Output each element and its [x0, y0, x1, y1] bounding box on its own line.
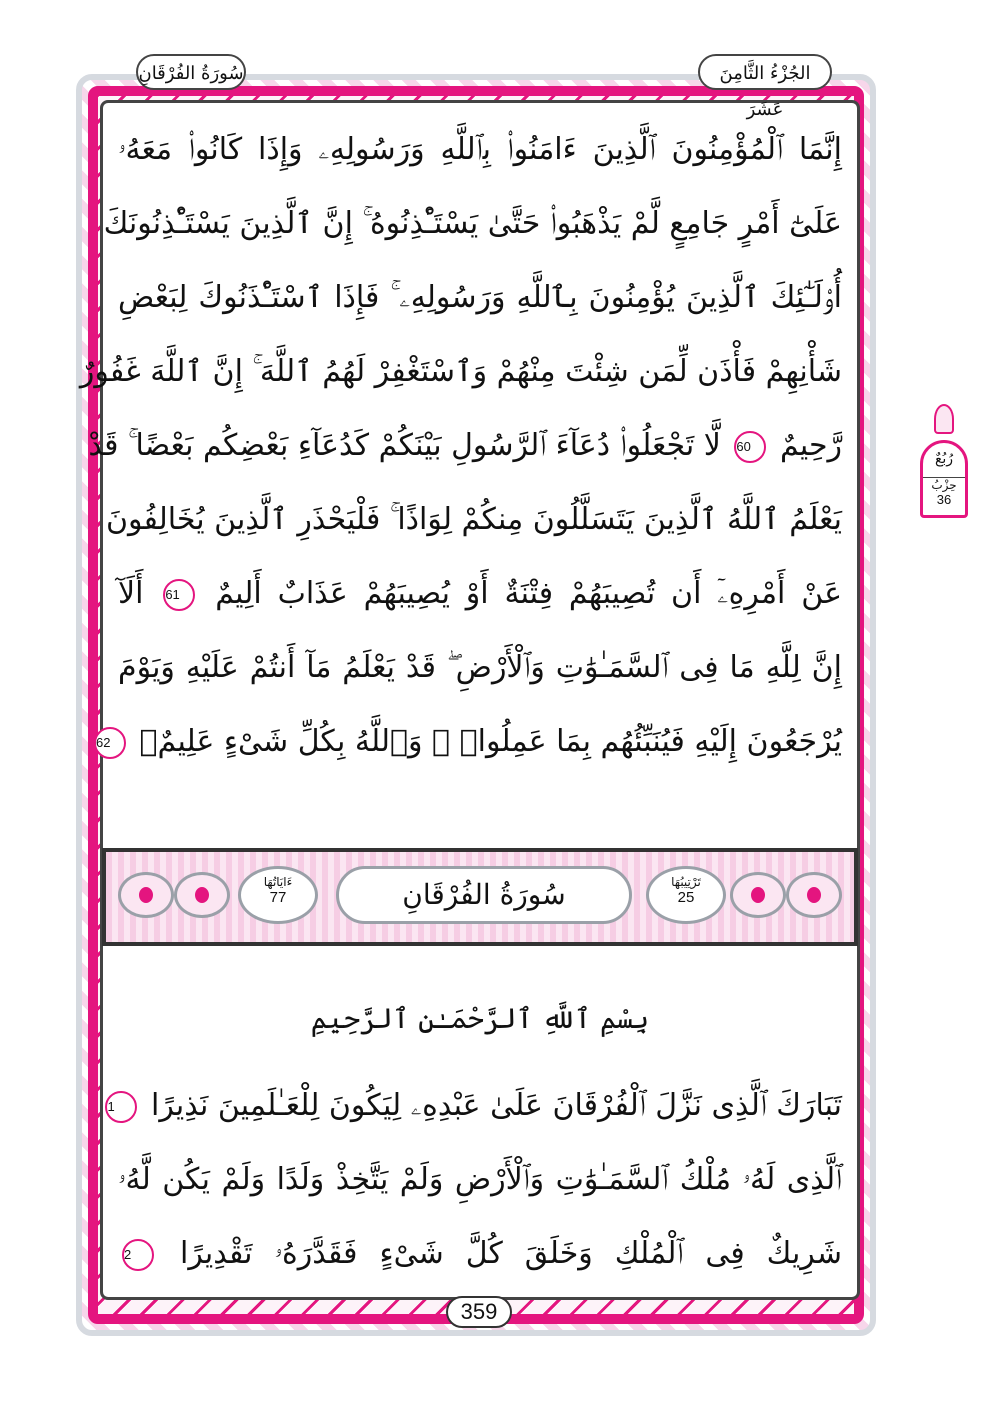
banner-ornament-icon	[118, 872, 174, 918]
ayah-line: يُرْجَعُونَ إِلَيْهِ فَيُنَبِّئُهُم بِمَا عَمِلُوا۟ ۗ وَٱللَّهُ بِكُلِّ شَىْءٍ عَلِيمٌۢ 62	[95, 724, 842, 759]
surah-title: سُورَةُ الفُرْقَانِ	[336, 866, 632, 924]
ayah-number-marker: 61	[163, 579, 195, 611]
ayah-number-marker: 1	[105, 1091, 137, 1123]
ayah-line: شَرِيكٌ فِى ٱلْمُلْكِ وَخَلَقَ كُلَّ شَىْءٍ فَقَدَّرَهُۥ تَقْدِيرًا 2	[124, 1236, 842, 1271]
side-ornament-icon	[934, 404, 954, 434]
ayah-line: إِنَّمَا ٱلْمُؤْمِنُونَ ٱلَّذِينَ ءَامَنُوا۟ بِٱللَّهِ وَرَسُولِهِۦ وَإِذَا كَانُوا۟ مَعَهُۥ	[118, 132, 842, 167]
page-number: 359	[446, 1296, 512, 1328]
verses-count-medal: ءَايَاتُهَا 77	[238, 866, 318, 924]
basmala: بِسْمِ ٱللَّهِ ٱلرَّحْمَـٰنِ ٱلرَّحِيمِ	[310, 1002, 650, 1035]
hizb-side-marker	[920, 440, 968, 518]
ayah-line: شَأْنِهِمْ فَأْذَن لِّمَن شِئْتَ مِنْهُمْ وَٱسْتَغْفِرْ لَهُمُ ٱللَّهَ ۚ إِنَّ ٱللَّهَ غَفُورٌ	[79, 354, 842, 389]
ayah-line: يَعْلَمُ ٱللَّهُ ٱلَّذِينَ يَتَسَلَّلُونَ مِنكُمْ لِوَاذًا ۚ فَلْيَحْذَرِ ٱلَّذِينَ يُخَالِفُونَ	[105, 502, 842, 537]
ayah-number-marker: 62	[94, 727, 126, 759]
hizb-number: 36	[936, 492, 952, 507]
ayah-line: ٱلَّذِى لَهُۥ مُلْكُ ٱلسَّمَـٰوَٰتِ وَٱلْأَرْضِ وَلَمْ يَتَّخِذْ وَلَدًا وَلَمْ يَكُن لَّهُۥ	[118, 1162, 842, 1197]
header-surah-name: سُورَةُ الفُرْقَانِ	[136, 54, 246, 90]
surah-order-medal: تَرْتِيبُهَا 25	[646, 866, 726, 924]
ayah-line: أُو۟لَـٰٓئِكَ ٱلَّذِينَ يُؤْمِنُونَ بِٱللَّهِ وَرَسُولِهِۦ ۚ فَإِذَا ٱسْتَـْٔذَنُوكَ لِبَعْضِ	[118, 280, 842, 315]
hizb-label: حِزْبُ	[923, 477, 965, 492]
rub-label: رُبُعٌ	[934, 451, 954, 467]
header-juz-name: الجُزْءُ الثَّامِنَ عَشَرَ	[698, 54, 832, 90]
banner-ornament-icon	[174, 872, 230, 918]
ayah-line: عَنْ أَمْرِهِۦٓ أَن تُصِيبَهُمْ فِتْنَةٌ أَوْ يُصِيبَهُمْ عَذَابٌ أَلِيمٌ 61 أَلَآ	[118, 576, 842, 611]
ayah-line: عَلَىٰٓ أَمْرٍ جَامِعٍ لَّمْ يَذْهَبُوا۟ حَتَّىٰ يَسْتَـْٔذِنُوهُ ۚ إِنَّ ٱلَّذِينَ يَسْتَـْٔذِنُونَكَ	[103, 206, 842, 241]
banner-ornament-icon	[786, 872, 842, 918]
banner-ornament-icon	[730, 872, 786, 918]
ayah-line: تَبَارَكَ ٱلَّذِى نَزَّلَ ٱلْفُرْقَانَ عَلَىٰ عَبْدِهِۦ لِيَكُونَ لِلْعَـٰلَمِينَ نَذِيرًا 1	[107, 1088, 842, 1123]
ayah-line: رَّحِيمٌ 60 لَّا تَجْعَلُوا۟ دُعَآءَ ٱلرَّسُولِ بَيْنَكُمْ كَدُعَآءِ بَعْضِكُم بَعْضًا ۚ قَدْ	[88, 428, 842, 463]
ayah-line: إِنَّ لِلَّهِ مَا فِى ٱلسَّمَـٰوَٰتِ وَٱلْأَرْضِ ۖ قَدْ يَعْلَمُ مَآ أَنتُمْ عَلَيْهِ وَيَوْمَ	[118, 650, 842, 685]
ayah-number-marker: 60	[734, 431, 766, 463]
ayah-number-marker: 2	[122, 1239, 154, 1271]
